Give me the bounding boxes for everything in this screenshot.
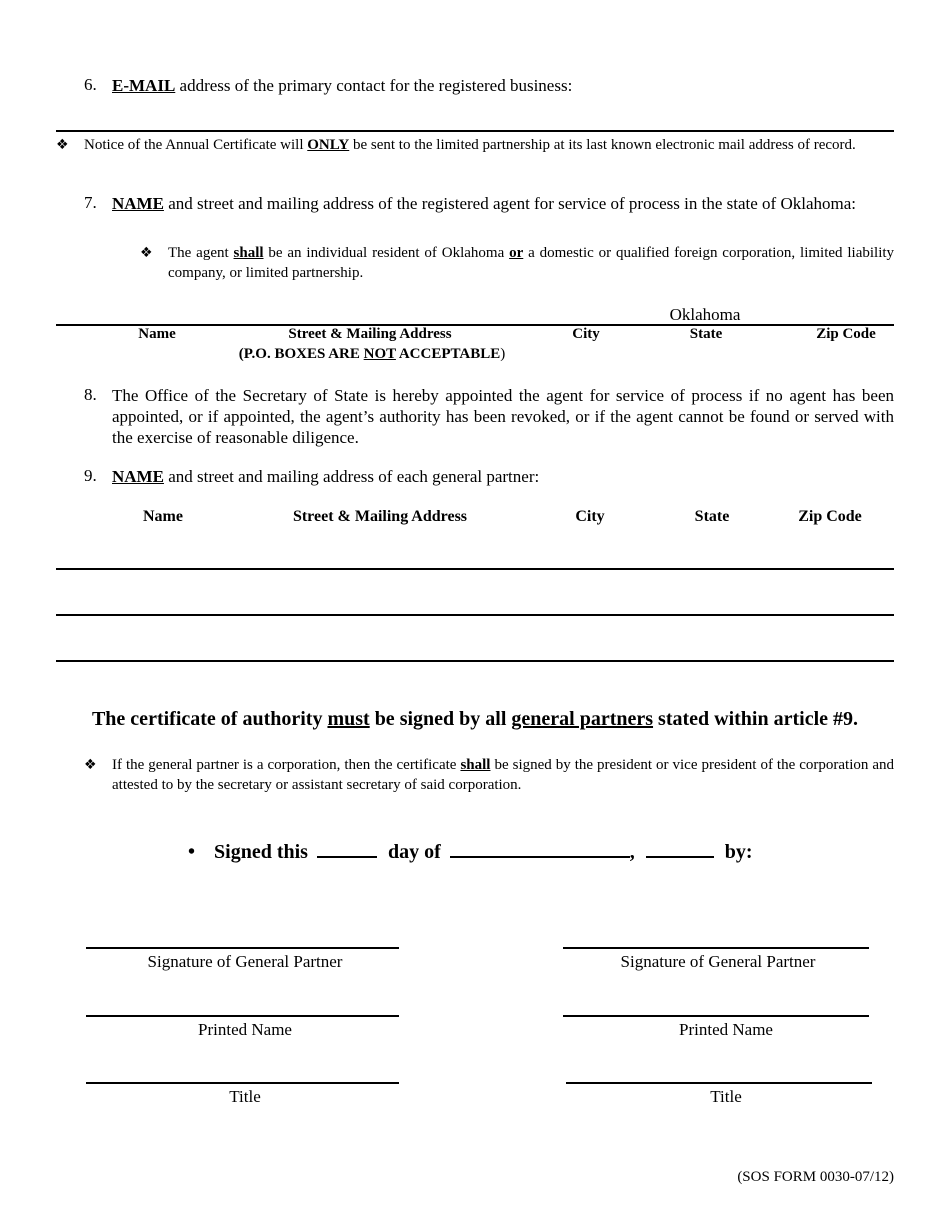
signature-line-left[interactable]: [86, 947, 399, 949]
agent-col-address: Street & Mailing Address: [288, 326, 452, 342]
corp-note-text: [112, 755, 894, 795]
item-6-description: address of the primary contact for the registered business:: [179, 76, 573, 95]
item-6-text: [112, 75, 902, 96]
month-blank[interactable]: [450, 838, 630, 858]
day-blank[interactable]: [317, 838, 377, 858]
item-6-keyword: E-MAIL: [112, 76, 176, 95]
po-post: ACCEPTABLE: [398, 346, 501, 362]
by-label: by:: [724, 841, 753, 863]
agent-shall: shall: [233, 245, 264, 261]
agent-pre: The agent: [168, 245, 229, 261]
partner-entry-line-3[interactable]: [56, 660, 894, 662]
title-line-left[interactable]: [86, 1082, 399, 1084]
corp-note-pre: If the general partner is a corporation, then the certificate: [112, 757, 457, 773]
partner-col-city: City: [575, 508, 605, 525]
heading-mid: be signed by all: [374, 708, 507, 730]
item-9-number: 9.: [84, 466, 97, 485]
item-8-number: 8.: [84, 385, 97, 404]
agent-col-city: City: [572, 326, 600, 342]
signature-label-left: Signature of General Partner: [147, 952, 343, 971]
heading-post: stated within article #9.: [658, 708, 859, 730]
agent-or: or: [509, 245, 524, 261]
corp-note-post: be signed by the president or vice president of the corporation and attested to by the secretary or assistant secretary of said corporation.: [112, 757, 895, 793]
title-label-right: Title: [710, 1087, 742, 1106]
email-entry-line[interactable]: [56, 130, 894, 132]
partner-col-state: State: [694, 508, 730, 525]
year-blank[interactable]: [646, 838, 714, 858]
item-7-description: and street and mailing address of the registered agent for service of process in the state of Oklahoma:: [168, 194, 856, 213]
po-box-note: [222, 346, 522, 363]
day-of-label: day of: [387, 841, 441, 863]
po-pre: (P.O. BOXES ARE: [238, 346, 360, 362]
printed-name-label-right: Printed Name: [679, 1020, 773, 1039]
po-close: ): [500, 346, 506, 362]
item-9-keyword: NAME: [112, 467, 164, 486]
partner-entry-line-1[interactable]: [56, 568, 894, 570]
agent-col-name: Name: [138, 326, 176, 342]
signed-comma: ,: [629, 841, 635, 863]
partner-col-address: Street & Mailing Address: [292, 508, 468, 525]
signature-requirement-heading: [40, 708, 910, 731]
form-id: (SOS FORM 0030-07/12): [737, 1169, 894, 1185]
partner-col-name: Name: [143, 508, 183, 525]
agent-mid: be an individual resident of Oklahoma: [268, 245, 505, 261]
agent-requirement-text: [168, 243, 894, 283]
item-7-number: 7.: [84, 193, 97, 212]
item-9-description: and street and mailing address of each general partner:: [168, 467, 540, 486]
item-9-text: [112, 466, 894, 487]
agent-col-state: State: [689, 326, 723, 342]
signed-date-line: [188, 838, 753, 864]
signature-line-right[interactable]: [563, 947, 869, 949]
signed-this-label: Signed this: [214, 841, 308, 863]
item-7-text: [112, 193, 894, 214]
heading-must: must: [327, 708, 370, 730]
heading-pre: The certificate of authority: [91, 708, 323, 730]
agent-bullet-icon: ❖: [140, 245, 153, 261]
notice-bullet-icon: ❖: [56, 137, 69, 153]
signed-bullet-icon: •: [188, 841, 196, 863]
notice-text: [84, 135, 894, 155]
signature-label-right: Signature of General Partner: [620, 952, 816, 971]
notice-pre: Notice of the Annual Certificate will: [84, 137, 304, 153]
agent-post: a domestic or qualified foreign corporation, limited liability company, or limited partnership.: [168, 245, 895, 281]
partner-entry-line-2[interactable]: [56, 614, 894, 616]
printed-name-label-left: Printed Name: [198, 1020, 292, 1039]
printed-name-line-left[interactable]: [86, 1015, 399, 1017]
po-not: NOT: [363, 346, 396, 362]
item-7-keyword: NAME: [112, 194, 164, 213]
corp-note-shall: shall: [460, 757, 491, 773]
agent-state-value: Oklahoma: [669, 305, 741, 324]
heading-general-partners: general partners: [511, 708, 654, 730]
partner-col-zip: Zip Code: [798, 508, 862, 525]
notice-keyword: ONLY: [307, 137, 350, 153]
item-6-number: 6.: [84, 75, 97, 94]
printed-name-line-right[interactable]: [563, 1015, 869, 1017]
agent-col-zip: Zip Code: [816, 326, 876, 342]
title-line-right[interactable]: [566, 1082, 872, 1084]
corp-note-bullet-icon: ❖: [84, 757, 97, 773]
item-8-text: The Office of the Secretary of State is hereby appointed the agent for service of process if no agent has been appointed, or if appointed, the agent’s authority has been revoked, or if the agent cannot be found or served with the exercise of reasonable diligence.: [112, 386, 894, 447]
title-label-left: Title: [229, 1087, 261, 1106]
notice-post: be sent to the limited partnership at its last known electronic mail address of record.: [352, 137, 856, 153]
